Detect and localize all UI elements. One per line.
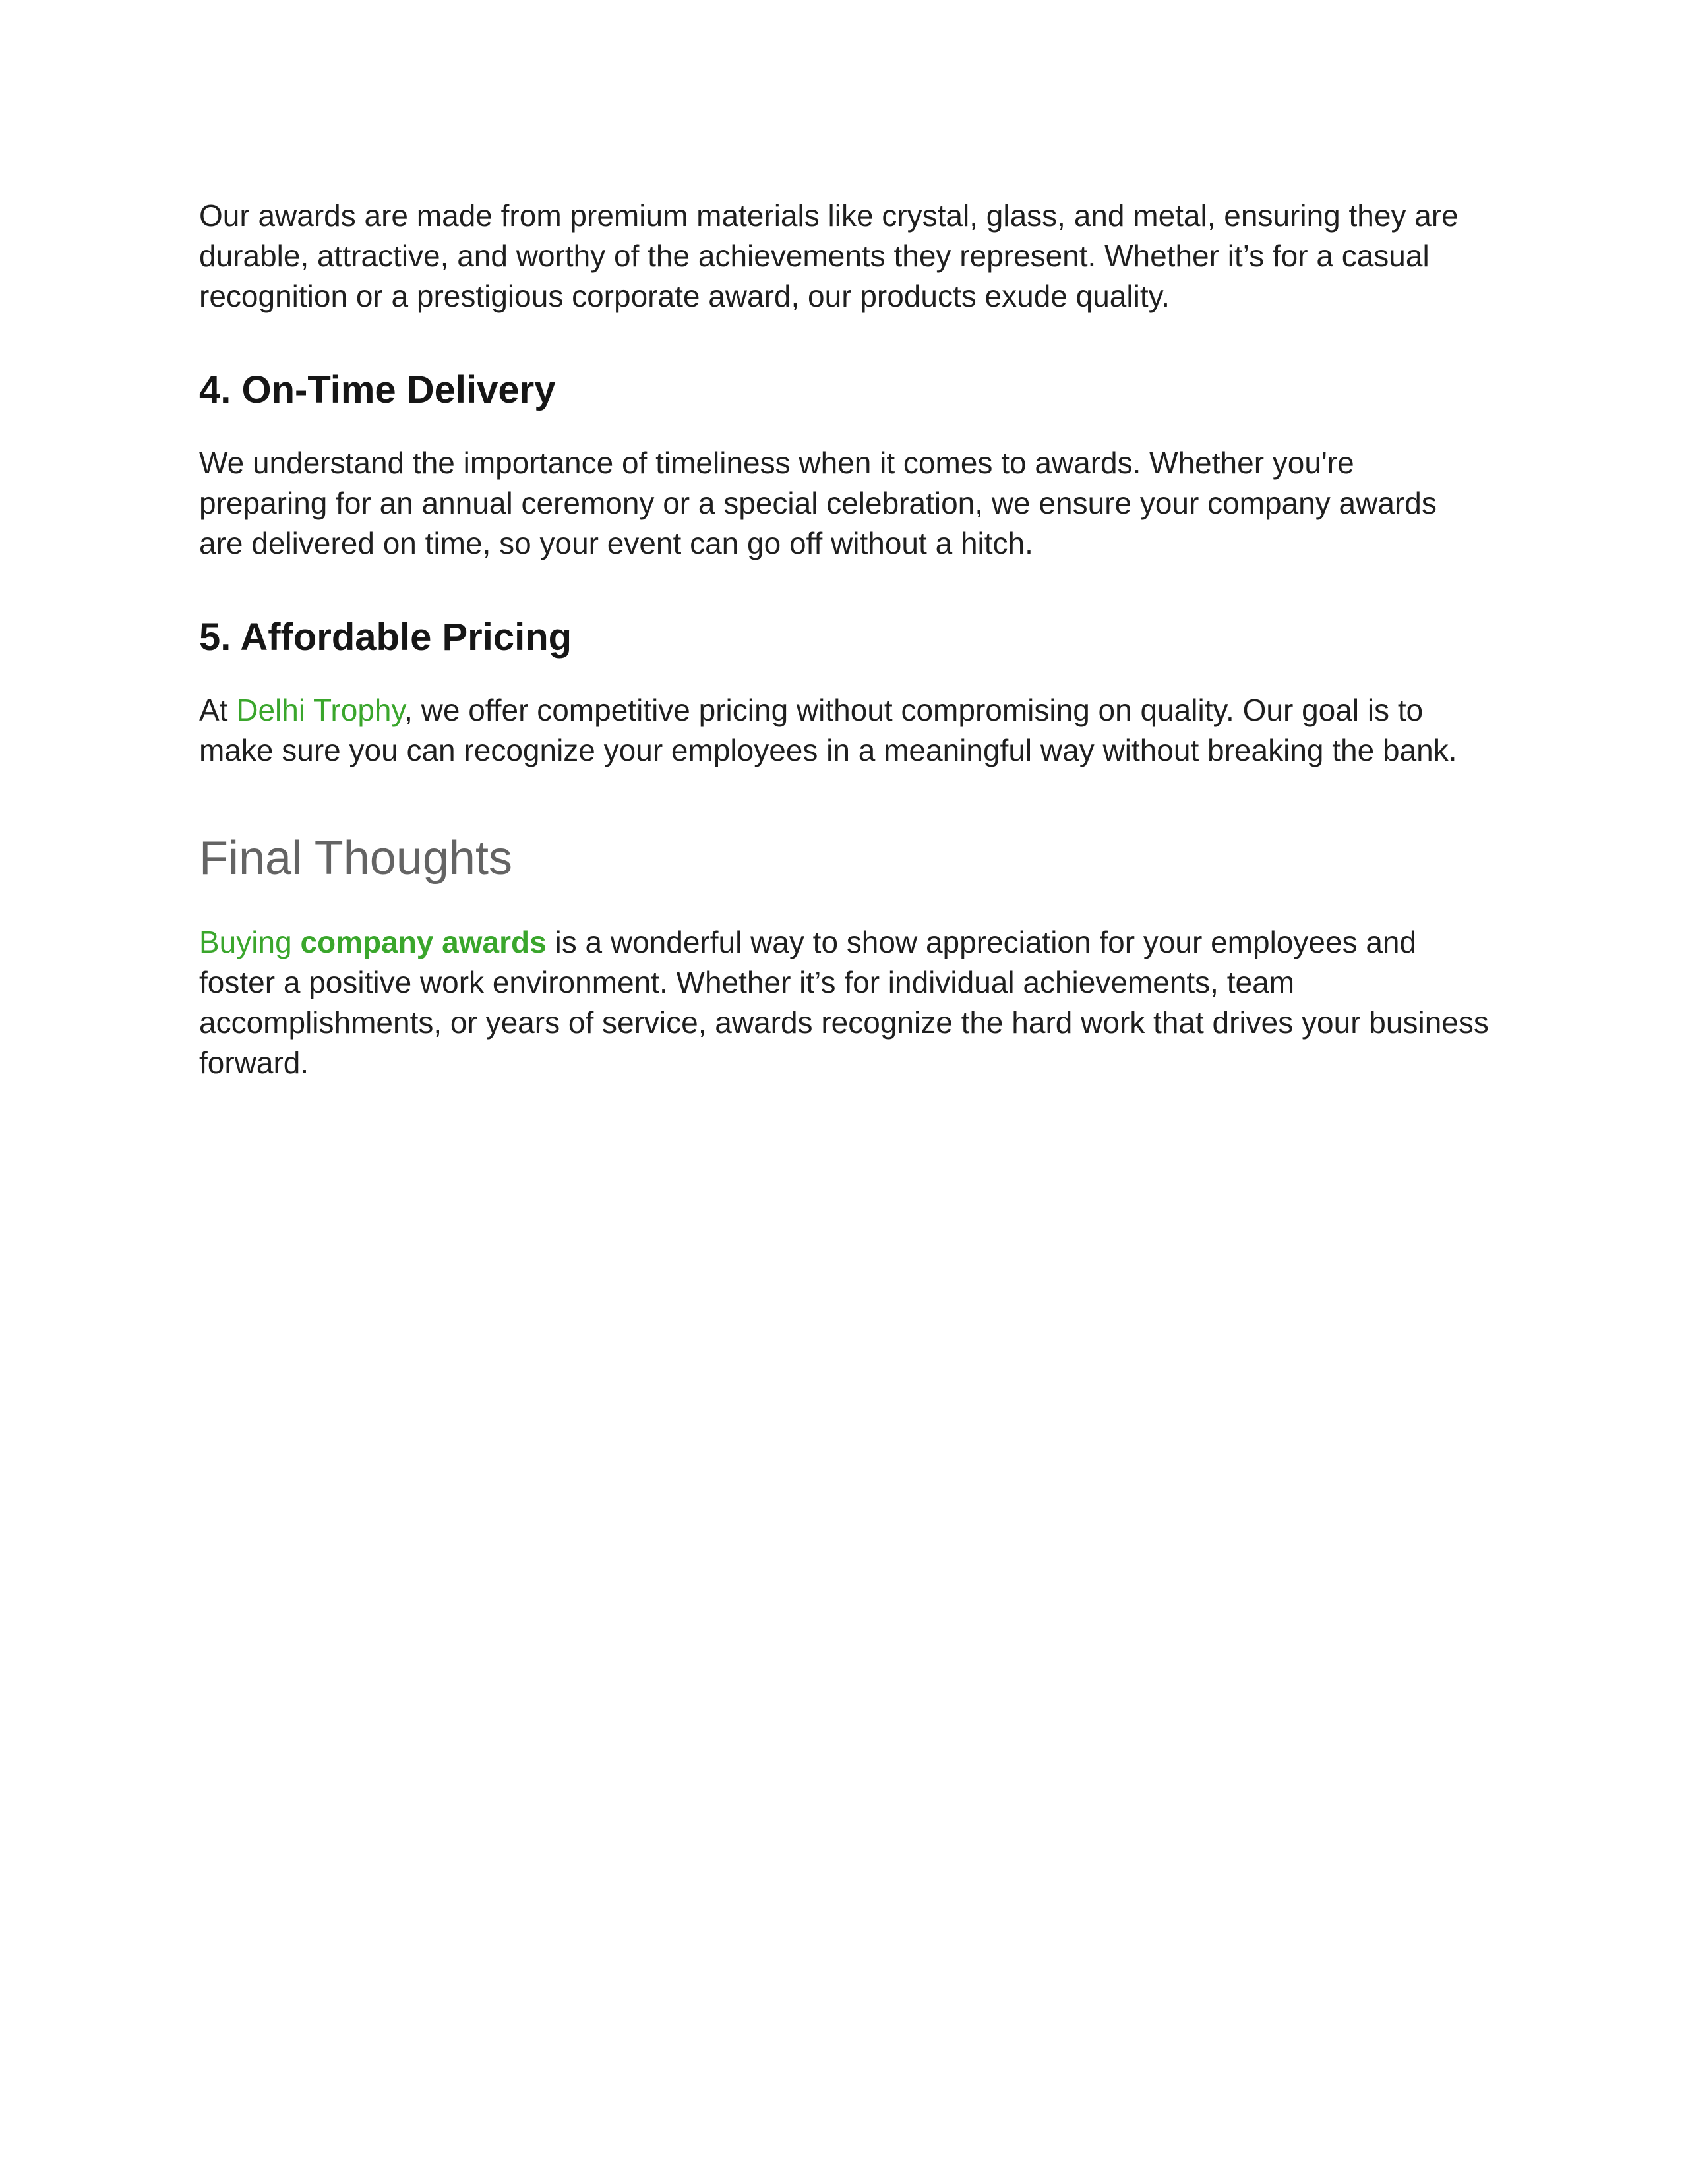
paragraph-final-thoughts [199, 922, 1489, 1083]
paragraph-affordable-pricing [199, 690, 1489, 771]
company-awards-link[interactable]: company awards [300, 925, 547, 959]
paragraph-premium-materials: Our awards are made from premium materials like crystal, glass, and metal, ensuring they are durable, attractive, and worthy of the achievements they represent. Whether it’s for a casual recognition or a prestigious corporate award, our products exude quality. [199, 198, 1459, 313]
heading-affordable-pricing: 5. Affordable Pricing [199, 616, 572, 659]
document-body [199, 196, 1489, 1083]
pricing-text-suffix: , we offer competitive pricing without compromising on quality. Our goal is to make sure you can recognize your employees in a meaningful way without breaking the bank. [199, 693, 1457, 767]
delhi-trophy-link[interactable]: Delhi Trophy [236, 693, 405, 727]
final-text-suffix: is a wonderful way to show appreciation for your employees and foster a positive work environment. Whether it’s for individual achievements, team accomplishments, or years of service, awards recognize the hard work that drives your business forward. [199, 925, 1489, 1080]
pricing-text-prefix: At [199, 693, 237, 727]
paragraph-on-time-delivery: We understand the importance of timeliness when it comes to awards. Whether you're preparing for an annual ceremony or a special celebration, we ensure your company awards are delivered on time, so your event can go off without a hitch. [199, 446, 1437, 560]
buying-link[interactable]: Buying [199, 925, 292, 959]
heading-on-time-delivery: 4. On-Time Delivery [199, 369, 556, 411]
heading-final-thoughts: Final Thoughts [199, 832, 512, 885]
